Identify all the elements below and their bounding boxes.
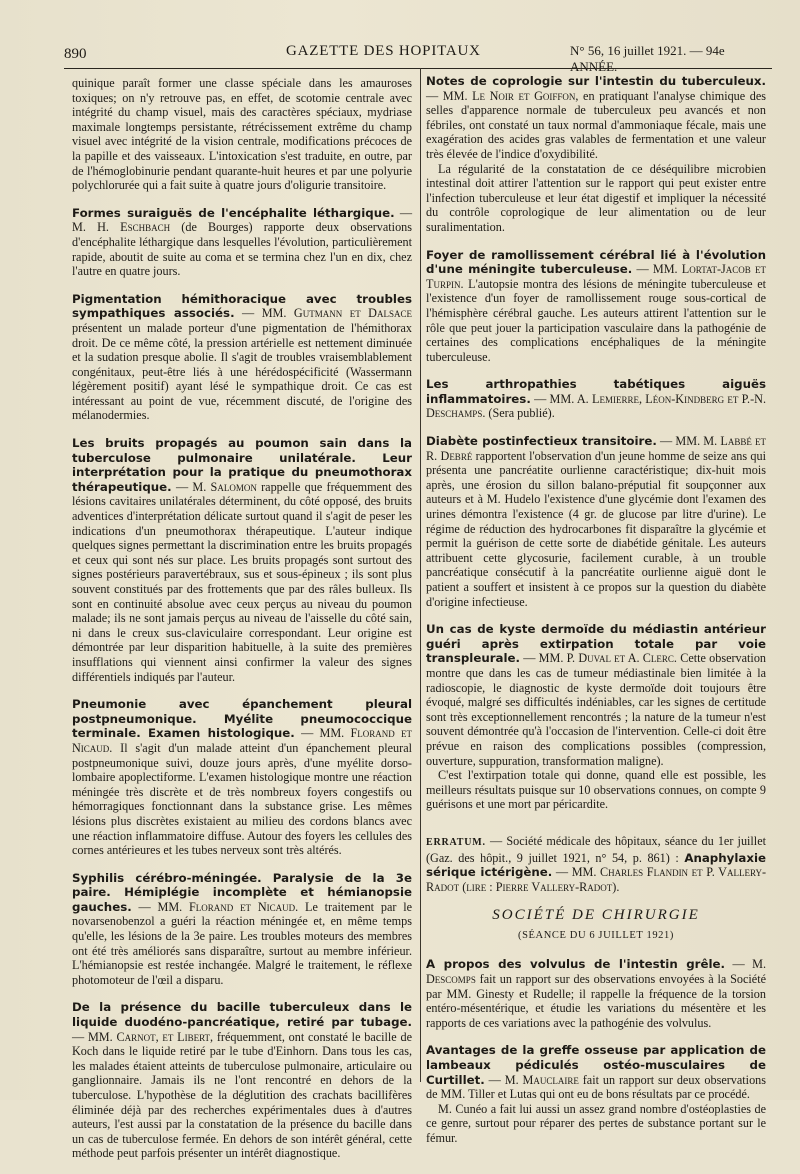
article-title: A propos des volvulus de l'intestin grêle. <box>426 957 726 972</box>
intro-paragraph-block <box>72 76 412 193</box>
article-title: Syphilis cérébro-méningée. Paralysie de la 3e paire. Hémiplégie incomplète et hémianopsie gauches. <box>72 870 412 914</box>
erratum-authors: — MM. Charles Flandin et P. Vallery-Radot <box>426 865 767 894</box>
session-date: (SÉANCE DU 6 JUILLET 1921) <box>518 929 674 941</box>
article-body: Cette observation montre que dans les cas de tumeur médiastinale bien limitée à la radioscopie, le diagnostic de kyste dermoïde doit toujours être évoqué, malgré ses difficultés indéniables, car les signes de certitude sont très exceptionnellement rencontrés ; la nature de la tumeur n'est souvent démontrée qu'à l'occasion de l'intervention. Celle-ci doit être prévue en raison des complications possibles (compression, ouverture, suppuration, transformation maligne). <box>426 651 767 768</box>
article-paragraph: Les bruits propagés au poumon sain dans la tuberculose pulmonaire unilatérale. Leur interprétation pour la pratique du pneumothorax thérapeutique. — M. Salomon rappelle que fréquemment des lésions cavitaires unilatérales déterminent, du côté opposé, des bruits adventices d'interprétation délicate surtout quand il s'agit de peser les indications d'un pneumothorax thérapeutique. L'auteur indique quelques signes permettant la discrimination entre les bruits propagés et ceux qui sont nés sur place. Les bruits propagés sont surtout des signes postérieurs paravertébraux, sus et sous-épineux ; ils sont plus souvent constitués par des frottements que par des râles bulleux. Ils sont en continuité absolue avec ceux perçus au niveau du poumon malade; ils ne sont jamais perçus au niveau de l'aisselle du côté sain, ni dans le creux sus-claviculaire correspondant. Leur origine est démontrée par leur disparition habituelle, à la suite des premières insufflations qui viennent ainsi confirmer la valeur des signes différentiels indiqués par l'auteur. <box>72 436 413 684</box>
article-paragraph: La régularité de la constatation de ce déséquilibre microbien intestinal doit attirer l'attention sur le rapport qui peut exister entre l'infection tuberculeuse et leur état digestif et impliquer la nécessité du contrôle coprologique de leur alimentation ou de leur suralimentation. <box>426 161 766 234</box>
society-heading: SOCIÉTÉ DE CHIRURGIE <box>492 907 700 924</box>
article-title: Pigmentation hémithoracique avec troubles sympathiques associés. <box>72 291 412 321</box>
article-paragraph <box>426 248 766 365</box>
erratum-paragraph <box>426 834 766 894</box>
article-authors: — MM. A. Lemierre, Léon-Kindberg et P.-N. Deschamps. <box>426 391 767 421</box>
article-authors: — MM. Lortat-Jacob et Turpin. <box>426 262 766 291</box>
article-coprologie <box>426 74 766 235</box>
article-body: en pratiquant l'analyse chimique des selles d'apparence normale de tuberculeux peu avancés et non fébriles, ont constaté un taux normal d'ammoniaque fécale, mais une exagération des acides gras valables de fermentation et une valeur très élevée de l'indice d'oxydibilité. <box>426 88 767 161</box>
article-paragraph <box>72 697 412 858</box>
article-authors: — M. Descomps <box>426 957 766 987</box>
article-body: fait un rapport sur des observations envoyées à la Société par MM. Ginesty et Rudelle; il rappelle la fréquence de la torsion entéro-mésentérique, et étudie les variations du mésentère et les rapports de ces variations avec la pathogénie des volvulus. <box>426 972 766 1030</box>
article-title: Les bruits propagés au poumon sain dans la tuberculose pulmonaire unilatérale. Leur interprétation pour la pratique du pneumothorax thérapeutique. <box>72 436 412 494</box>
article-paragraph: Formes suraiguës de l'encéphalite léthargique. — M. H. Eschbach (de Bourges) rapporte deux observations d'encéphalite léthargique dans lesquelles l'évolution, particulièrement rapide, aboutit de suite au coma et se termina chez l'un en dix, chez l'autre en quatre jours. <box>72 205 413 279</box>
article-authors: — MM. Le Noir et Goiffon, <box>426 88 579 103</box>
article-authors: — MM. Florand et Nicaud. <box>138 899 299 914</box>
article-paragraph <box>426 434 766 609</box>
article-body: rapportent l'observation d'un jeune homme de seize ans qui présenta une pancréatite ourlienne caractéristique; dix-huit mois après, une érosion du sillon balano-préputial fit soupçonner aux auteurs et à M. Hudelo l'existence d'une glycémie dont l'examen des urines démontra l'existence (4 gr. de glucose par litre d'urine). Le régime de réduction des hydrocarbones fit disparaître la glycémie et permit la guérison de cette sorte de diabétide génitale. Les auteurs attribuent cette glycosurie, facilement curable, à un trouble pancréatique consécutif à la pancréatite ourlienne aiguë dont le patient a souffert et insistent à ce propos sur la question du diabète d'origine infectieuse. <box>426 448 767 609</box>
article-volvulus <box>426 957 766 1030</box>
issue-info: N° 56, 16 juillet 1921. — 94e ANNÉE. <box>570 43 725 74</box>
article-ramollissement <box>426 248 766 365</box>
article-authors: — M. Mauclaire <box>488 1072 579 1087</box>
article-body: (Sera publié). <box>488 406 555 421</box>
erratum-title: Anaphylaxie sérique ictérigène. <box>426 850 766 880</box>
erratum-block <box>426 834 766 894</box>
right-column <box>426 74 766 1159</box>
article-title: Foyer de ramollissement cérébral lié à l'évolution d'une méningite tuberculeuse. <box>426 247 766 277</box>
article-title: Diabète postinfectieux transitoire. <box>426 434 657 449</box>
page-number: 890 <box>64 46 87 62</box>
article-title: De la présence du bacille tuberculeux dans le liquide duodéno-pancréatique, retiré par tubage. <box>72 1000 412 1030</box>
article-paragraph <box>426 74 766 162</box>
article-title: Les arthropathies tabétiques aiguës inflammatoires. <box>426 377 766 406</box>
article-authors: — MM. M. Labbé et R. Debré <box>426 434 766 463</box>
intro-paragraph: quinique paraît former une classe spéciale dans les amauroses toxiques; on n'y retrouve pas, en effet, de scotomie centrale avec intégrité du champ visuel, mais des caractères spéciaux, mydriase maximale longtemps persistante, rétrécissement extrême du champ visuel avec intégrité de la vision centrale, modifications précoces de la papille et des vaisseaux. L'intoxication s'est traduite, en outre, par de l'hémoglobinurie pendant quarante-huit heures et par une polyurie polychlorurée qui a fait suite à quatre jours d'oligurie transitoire. <box>72 76 412 193</box>
article-body: L'autopsie montra des lésions de méningite tuberculeuse et l'existence d'un foyer de ramollissement rouge sous-cortical de l'hémisphère cérébral gauche. Les auteurs attirent l'attention sur le rôle que peut jouer la participation vasculaire dans la pathogénie de certaines des complications encéphaliques de la méningite tuberculeuse. <box>426 276 766 364</box>
left-column <box>72 76 412 1174</box>
article-bruits-propages <box>72 436 412 684</box>
article-pneumonie <box>72 697 412 858</box>
article-paragraph <box>426 377 766 421</box>
article-title: Formes suraiguës de l'encéphalite léthargique. <box>72 205 395 220</box>
article-kyste-dermoide <box>426 622 766 812</box>
erratum-text: — Société médicale des hôpitaux, séance du 1er juillet (Gaz. des hôpit., 9 juillet 1921, n° 54, p. 861) : <box>426 833 766 865</box>
column-divider <box>420 68 421 1082</box>
article-greffe-osseuse <box>426 1043 766 1145</box>
article-paragraph: M. Cunéo a fait lui aussi un assez grand nombre d'ostéoplasties de ce genre, surtout pour réparer des pertes de substance portant sur le fémur. <box>426 1101 766 1145</box>
article-paragraph <box>426 1043 766 1101</box>
article-title: Notes de coprologie sur l'intestin du tuberculeux. <box>426 74 766 88</box>
article-authors: M. Salomon <box>192 479 257 494</box>
article-paragraph: C'est l'extirpation totale qui donne, quand elle est possible, les meilleurs résultats puisque sur 10 observations connues, on compte 9 guérisons et une mort par péricardite. <box>426 768 766 812</box>
article-title: Un cas de kyste dermoïde du médiastin antérieur guéri après extirpation totale par voie transpleurale. <box>426 622 766 666</box>
article-paragraph <box>426 622 766 768</box>
page-header <box>64 40 770 74</box>
article-title: Pneumonie avec épanchement pleural postpneumonique. Myélite pneumococcique terminale. Examen histologique. <box>72 697 412 741</box>
journal-title: GAZETTE DES HOPITAUX <box>286 43 481 59</box>
article-body: rappelle que fréquemment des lésions cavitaires unilatérales déterminent, du côté opposé, des bruits adventices d'interprétation délicate surtout quand il s'agit de peser les indications d'un pneumothorax thérapeutique. L'auteur indique quelques signes permettant la discrimination entre les bruits propagés et ceux qui sont nés sur place. Les bruits propagés sont surtout des signes postérieurs paravertébraux, sus et sous-épineux ; ils sont plus souvent constitués par des frottements que par des râles bulleux. Ils sont en continuité absolue avec ceux perçus au niveau du poumon malade; ils ne sont jamais perçus au niveau de l'aisselle du côté sain, ni dans le creux sus-claviculaire correspondant. Leur origine est démontrée par leur disparition habituelle, à la suite des premières insufflations qui viennent ainsi confirmer la valeur des signes différentiels indiqués par l'auteur. <box>72 479 413 684</box>
article-title: Avantages de la greffe osseuse par application de lambeaux pédiculés ostéo-musculaires de Curtillet. <box>426 1043 766 1087</box>
article-body: (de Bourges) rapporte deux observations d'encéphalite léthargique dans lesquelles l'évolution, particulièrement rapide, aboutit de suite au coma et se termina chez l'un en dix, chez l'autre en quatre jours. <box>72 220 413 279</box>
article-body: Il s'agit d'un malade atteint d'un épanchement pleural postpneumonique suivi, douze jours après, d'une myélite dorso-lombaire apoplectiforme. L'examen histologique montre une réaction méningée très discrète et de très nombreux foyers congestifs ou hémorragiques fonctionnant dans la substance grise. Les mêmes lésions plus discrètes existaient au milieu des cordons blancs avec une réaction inflammatoire diffuse. Autour des foyers les cellules des cornes antérieures et les tubes nerveux sont très altérés. <box>72 740 412 858</box>
erratum-correction: (lire : Pierre Vallery-Radot). <box>462 879 620 894</box>
article-authors: — MM. Florand et Nicaud. <box>72 726 412 755</box>
article-bacille <box>72 1000 412 1161</box>
article-paragraph: Pigmentation hémithoracique avec troubles sympathiques associés. — MM. Gutmann et Dalsace présentent un malade porteur d'une pigmentation de l'hémithorax droit. De ce même côté, la pression artérielle est nettement diminuée et la sudation presque abolie. Il s'agit de troubles vraisemblablement congénitaux, peut-être liés à une hérédospécificité (Wassermann légèrement positif) ayant lésé le sympathique droit. Ce cas est intéressant au point de vue, récemment discuté, de l'origine des mélanodermies. <box>72 291 412 423</box>
article-paragraph <box>72 871 412 988</box>
article-authors: — MM. Carnot, et Libert, <box>72 1029 214 1044</box>
article-paragraph <box>426 957 766 1030</box>
article-body: fait un rapport sur deux observations de MM. Tiller et Lutas qui ont eu de bons résultats par ce procédé. <box>426 1072 766 1102</box>
article-arthropathies <box>426 377 766 421</box>
article-encephalite <box>72 206 412 279</box>
article-body: Le traitement par le novarsenobenzol a guéri la réaction méningée et, en même temps qu'elle, les lésions de la 3e paire. Les troubles moteurs des membres ont été très améliorés sans disparaître, surtout au membre inférieur. L'hémianopsie est restée inchangée. Malgré le traitement, le réflexe photomoteur de l'œil a disparu. <box>72 899 412 987</box>
article-authors: M. H. Eschbach <box>72 220 171 235</box>
header-rule <box>64 68 772 69</box>
article-authors: — MM. P. Duval et A. Clerc. <box>523 651 677 666</box>
article-body: fréquemment, ont constaté le bacille de Koch dans le liquide retiré par le tube d'Einhorn. Dans tous les cas, les malades étaient atteints de tuberculose pulmonaire, articulaire ou ganglionnaire. Jamais ils ne l'ont rencontré en dehors de la tuberculose. L'hypothèse de la déglutition des crachats bacillifères éliminée déjà par des recherches expérimentales dues à d'autres auteurs, l'est aussi par la constatation de la présence du bacille dans un cas de tuberculose fermée. En dehors de son intérêt général, cette méthode peut parfois présenter un intérêt diagnostique. <box>72 1029 412 1161</box>
article-paragraph <box>72 1000 412 1161</box>
article-body: présentent un malade porteur d'une pigmentation de l'hémithorax droit. De ce même côté, la pression artérielle est nettement diminuée et la sudation presque abolie. Il s'agit de troubles vraisemblablement congénitaux, peut-être liés à une hérédospécificité (Wassermann légèrement positif) ayant lésé le sympathique droit. Ce cas est intéressant au point de vue, récemment discuté, de l'origine des mélanodermies. <box>72 320 412 423</box>
article-authors: MM. Gutmann et Dalsace <box>261 306 412 321</box>
article-syphilis <box>72 871 412 988</box>
article-pigmentation <box>72 292 412 423</box>
article-diabete <box>426 434 766 609</box>
erratum-tag: ERRATUM. <box>426 836 486 848</box>
